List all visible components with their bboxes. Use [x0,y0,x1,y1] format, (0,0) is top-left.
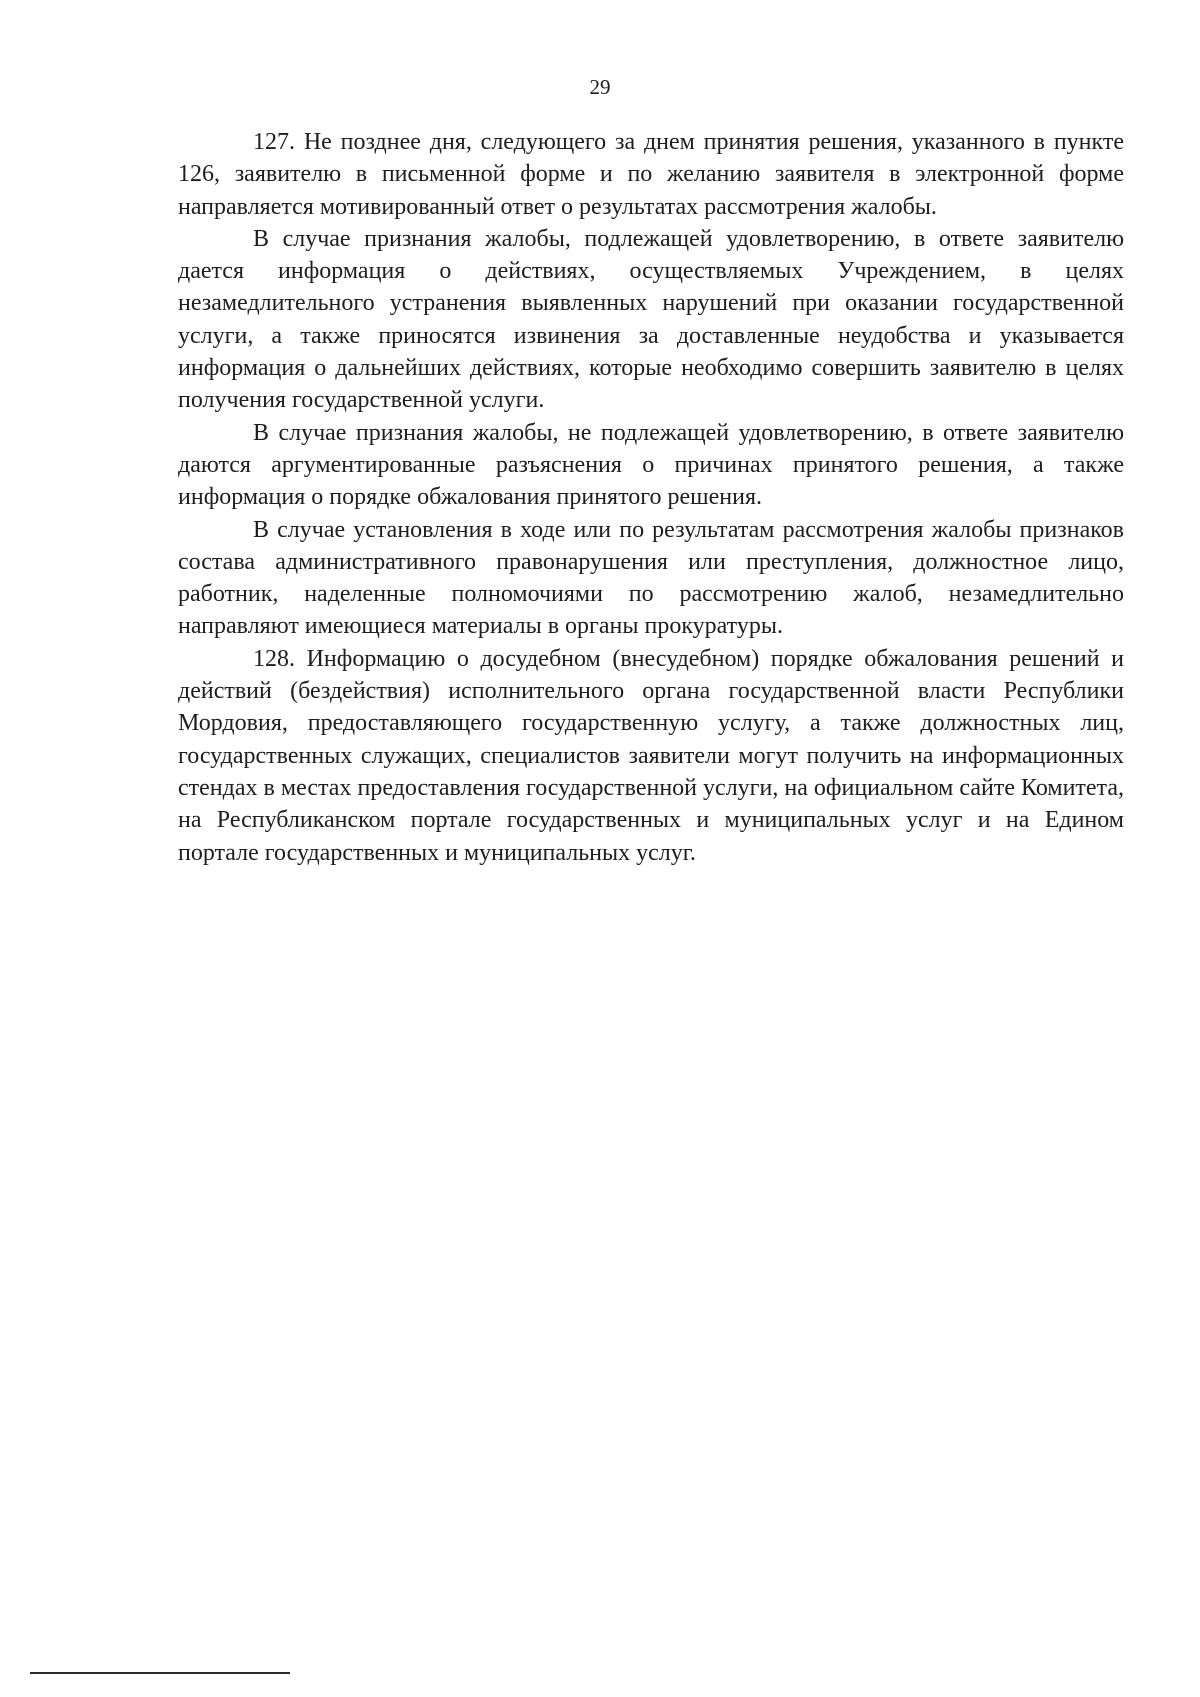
paragraph-128-information: 128. Информацию о досудебном (внесудебном) порядке обжалования решений и действий (бездействия) исполнительного органа государственной власти Республики Мордовия, предоставляющего государственную услугу, а также должностных лиц, государственных служащих, специалистов заявители могут получить на информационных стендах в местах предоставления государственной услуги, на официальном сайте Комитета, на Республиканском портале государственных и муниципальных услуг и на Едином портале государственных и муниципальных услуг. [178,645,1124,866]
bottom-rule [30,1672,290,1674]
page-number: 29 [589,75,611,99]
paragraph-complaint-satisfied: В случае признания жалобы, подлежащей удовлетворению, в ответе заявителю дается информация о действиях, осуществляемых Учреждением, в целях незамедлительного устранения выявленных нарушений при оказании государственной услуги, а также приносятся извинения за доставленные неудобства и указывается информация о дальнейших действиях, которые необходимо совершить заявителю в целях получения государственной услуги. [178,225,1124,414]
paragraph-complaint-rejected: В случае признания жалобы, не подлежащей удовлетворению, в ответе заявителю даются аргументированные разъяснения о причинах принятого решения, а также информация о порядке обжалования принятого решения. [178,419,1124,511]
paragraph-127-response: 127. Не позднее дня, следующего за днем принятия решения, указанного в пункте 126, заявителю в письменной форме и по желанию заявителя в электронной форме направляется мотивированный ответ о результатах рассмотрения жалобы. [178,129,1124,220]
paragraph-offense-signs: В случае установления в ходе или по результатам рассмотрения жалобы признаков состава административного правонарушения или преступления, должностное лицо, работник, наделенные полномочиями по рассмотрению жалоб, незамедлительно направляют имеющиеся материалы в органы прокуратуры. [178,516,1124,640]
document-body [178,126,1124,869]
